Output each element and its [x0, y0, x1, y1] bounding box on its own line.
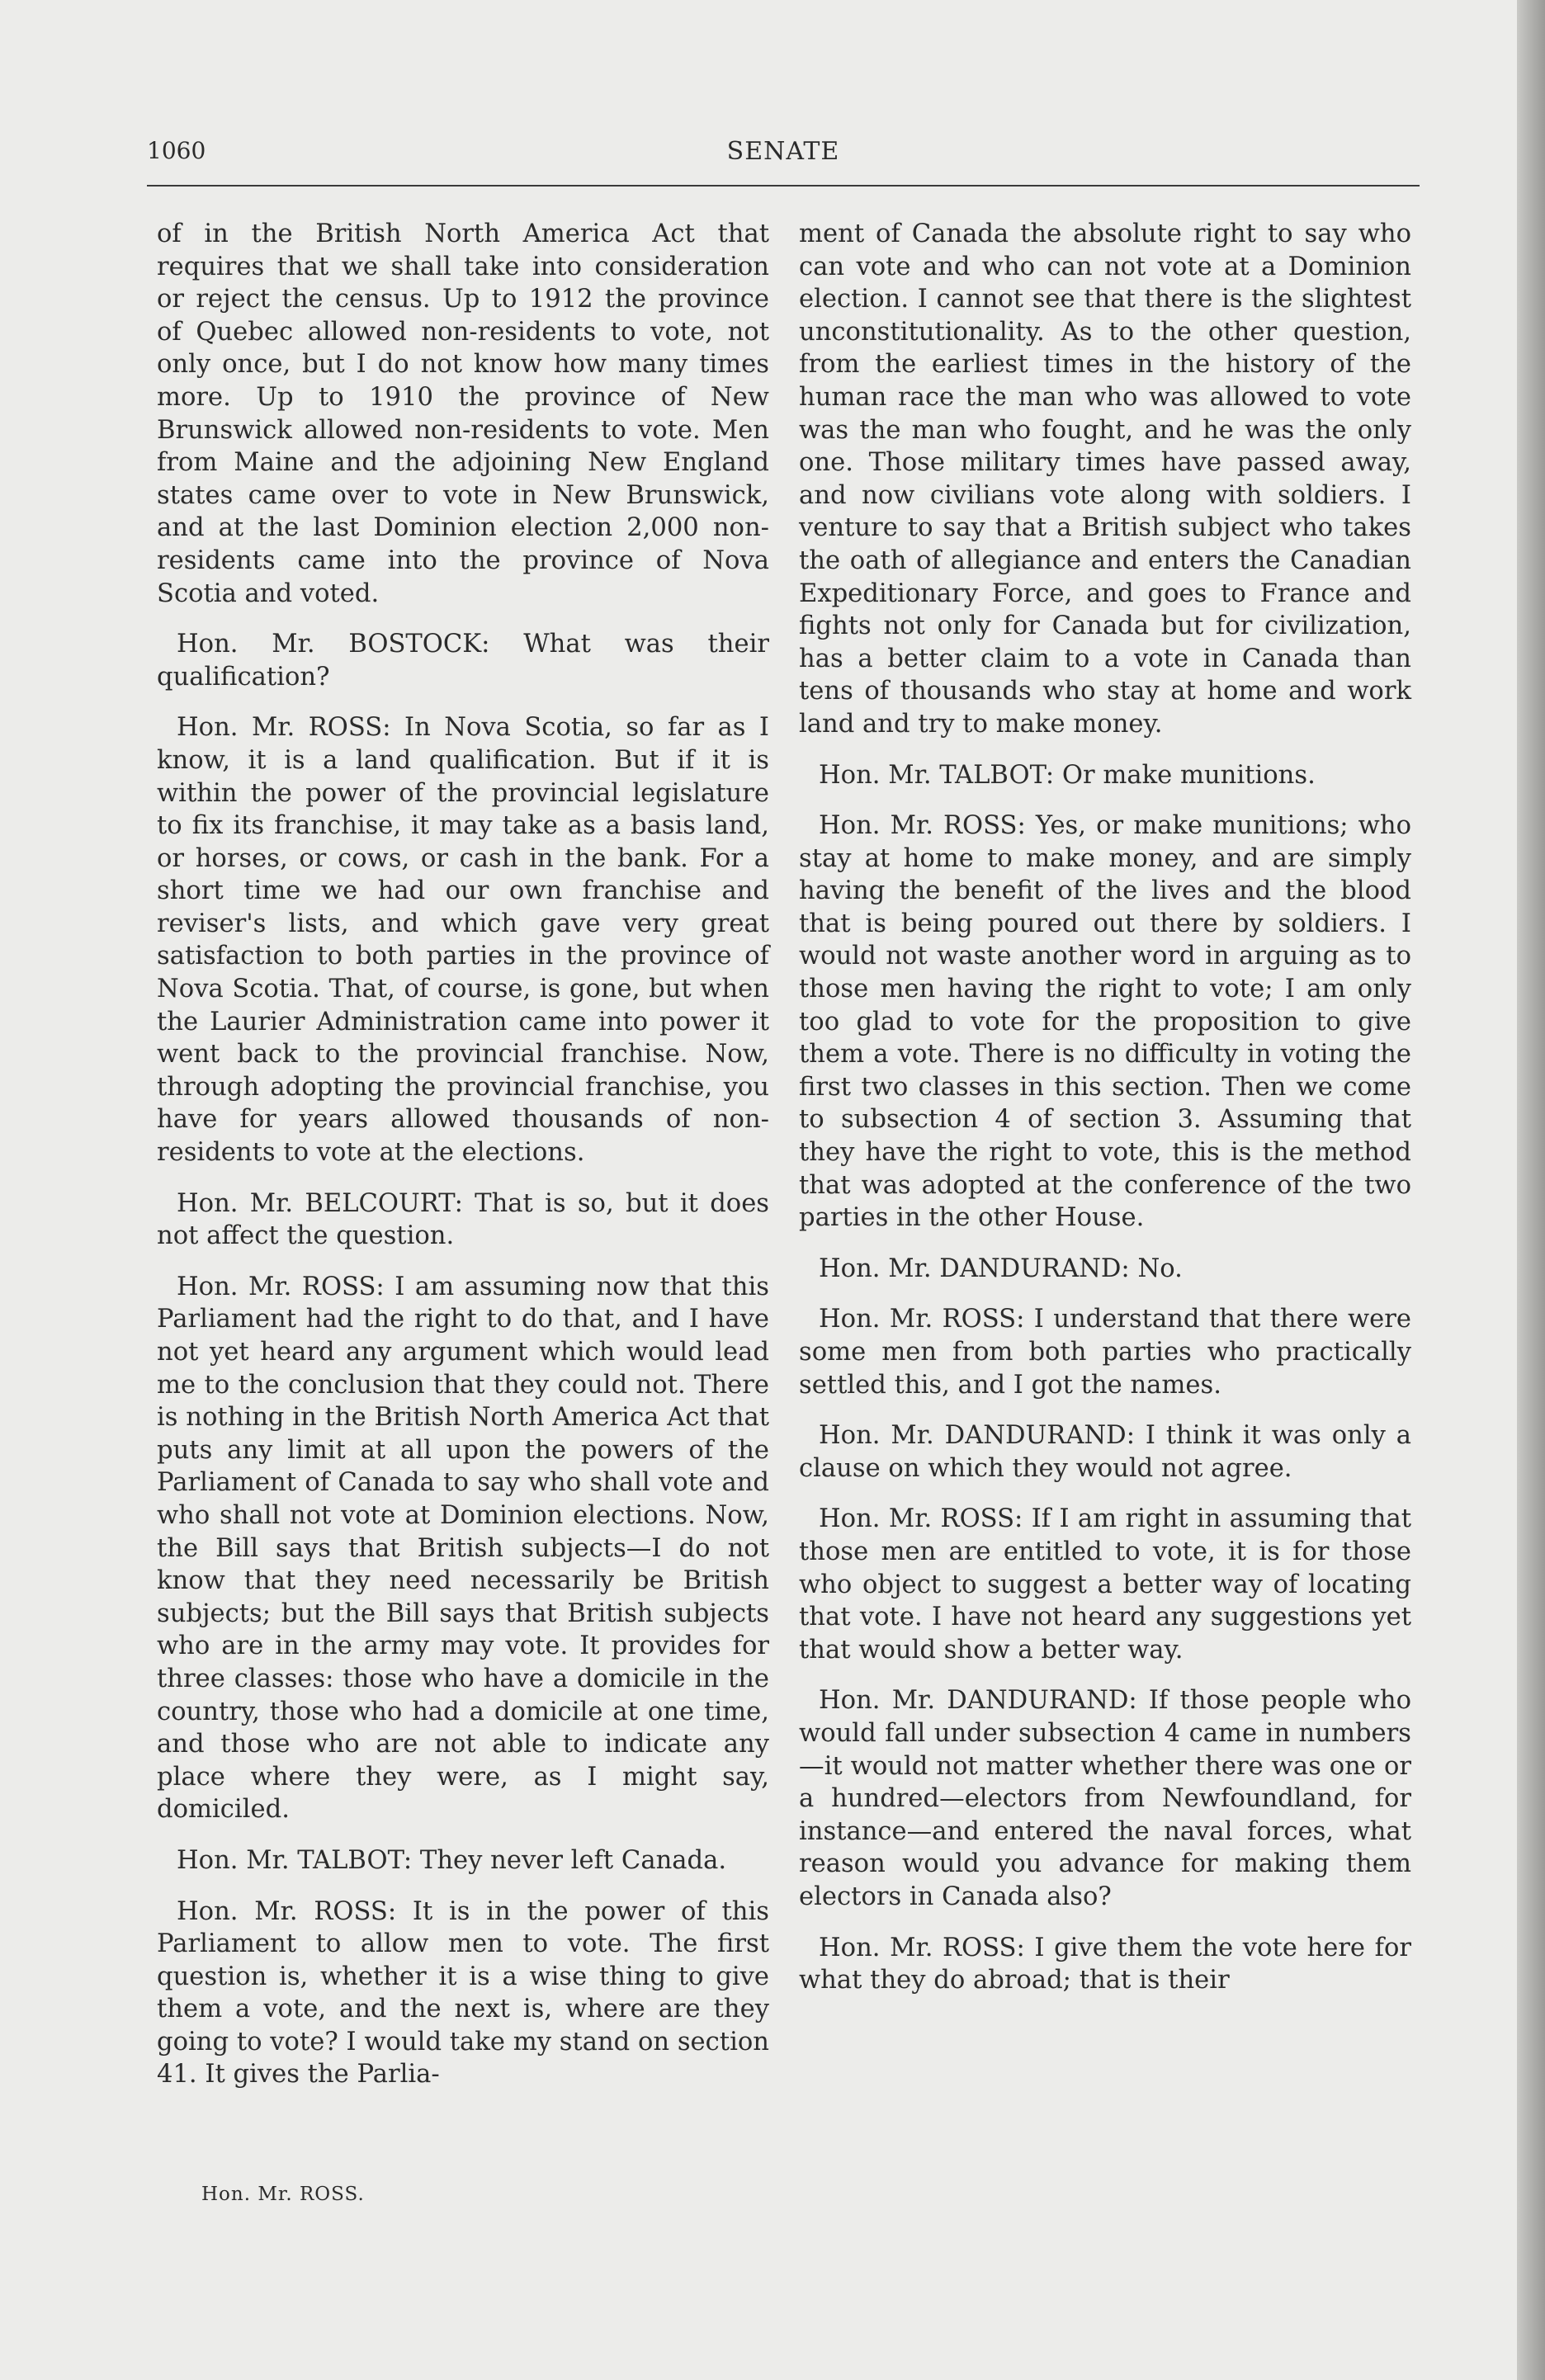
page-edge-shadow [1517, 0, 1545, 2380]
paragraph: Hon. Mr. ROSS: I give them the vote here for what they do abroad; that is their [799, 1933, 1411, 1995]
paragraph: Hon. Mr. TALBOT: Or make munitions. [819, 760, 1316, 790]
paragraph: Hon. Mr. DANDURAND: No. [819, 1254, 1183, 1283]
header-rule [147, 185, 1420, 187]
paragraph: Hon. Mr. ROSS: In Nova Scotia, so far as I know, it is a land qualification. But if it is within the power of the provincial legislature to fix its franchise, it may take as a basis land, or horses, or cows, or cash in the bank. For a short time we had our own franchise and reviser's lists, and which gave very great satisfaction to both parties in the province of Nova Scotia. That, of course, is gone, but when the Laurier Administration came into power it went back to the provincial franchise. Now, through adopting the provincial franchise, you have for years allowed thousands of non-residents to vote at the elections. [157, 713, 769, 1168]
page-number: 1060 [147, 137, 206, 164]
paragraph: Hon. Mr. ROSS: I understand that there were some men from both parties who practically settled this, and I got the names. [799, 1305, 1411, 1400]
paragraph: Hon. Mr. ROSS: It is in the power of this Parliament to allow men to vote. The first question is, whether it is a wise thing to give them a vote, and the next is, where are they going to vote? I would take my stand on section 41. It gives the Parlia- [157, 1896, 769, 2090]
paragraph: of in the British North America Act that requires that we shall take into consideration or reject the census. Up to 1912 the province of Quebec allowed non-residents to vote, not only once, but I do not know how many times more. Up to 1910 the province of New Brunswick allowed non-residents to vote. Men from Maine and the adjoining New England states came over to vote in New Brunswick, and at the last Dominion election 2,000 non-residents came into the province of Nova Scotia and voted. [157, 220, 769, 608]
paragraph: Hon. Mr. DANDURAND: If those people who would fall under subsection 4 came in numbers—it would not matter whether there was one or a hundred—electors from Newfoundland, for instance—and entered the naval forces, what reason would you advance for making them electors in Canada also? [799, 1686, 1411, 1911]
paragraph: Hon. Mr. ROSS: Yes, or make munitions; who stay at home to make money, and are simply having the benefit of the lives and the blood that is being poured out there by soldiers. I would not waste another word in arguing as to those men having the right to vote; I am only too glad to vote for the proposition to give them a vote. There is no difficulty in voting the first two classes in this section. Then we come to subsection 4 of section 3. Assuming that they have the right to vote, this is the method that was adopted at the conference of the two parties in the other House. [799, 811, 1411, 1233]
paragraph: Hon. Mr. BOSTOCK: What was their qualification? [157, 630, 769, 692]
footer-speaker: Hon. Mr. ROSS. [201, 2184, 365, 2205]
paragraph: Hon. Mr. DANDURAND: I think it was only a clause on which they would not agree. [799, 1421, 1411, 1483]
paragraph: ment of Canada the absolute right to say who can vote and who can not vote at a Dominion election. I cannot see that there is the slightest unconstitutionality. As to the other question, from the earliest times in the history of the human race the man who was allowed to vote was the man who fought, and he was the only one. Those military times have passed away, and now civilians vote along with soldiers. I venture to say that a British subject who takes the oath of allegiance and enters the Canadian Expeditionary Force, and goes to France and fights not only for Canada but for civilization, has a better claim to a vote in Canada than tens of thousands who stay at home and work land and try to make money. [799, 220, 1411, 739]
running-title: SENATE [726, 137, 840, 166]
paragraph: Hon. Mr. BELCOURT: That is so, but it does not affect the question. [157, 1188, 769, 1251]
left-column [157, 218, 769, 2109]
paragraph: Hon. Mr. ROSS: If I am right in assuming that those men are entitled to vote, it is for those who object to suggest a better way of locating that vote. I have not heard any suggestions yet that would show a better way. [799, 1504, 1411, 1665]
paragraph: Hon. Mr. TALBOT: They never left Canada. [177, 1845, 727, 1875]
right-column [799, 218, 1411, 2015]
paragraph: Hon. Mr. ROSS: I am assuming now that this Parliament had the right to do that, and I have not yet heard any argument which would lead me to the conclusion that they could not. There is nothing in the British North America Act that puts any limit at all upon the powers of the Parliament of Canada to say who shall vote and who shall not vote at Dominion elections. Now, the Bill says that British subjects—I do not know that they need necessarily be British subjects; but the Bill says that British subjects who are in the army may vote. It provides for three classes: those who have a domicile in the country, those who had a domicile at one time, and those who are not able to indicate any place where they were, as I might say, domiciled. [157, 1272, 769, 1825]
page-header [147, 137, 1420, 178]
